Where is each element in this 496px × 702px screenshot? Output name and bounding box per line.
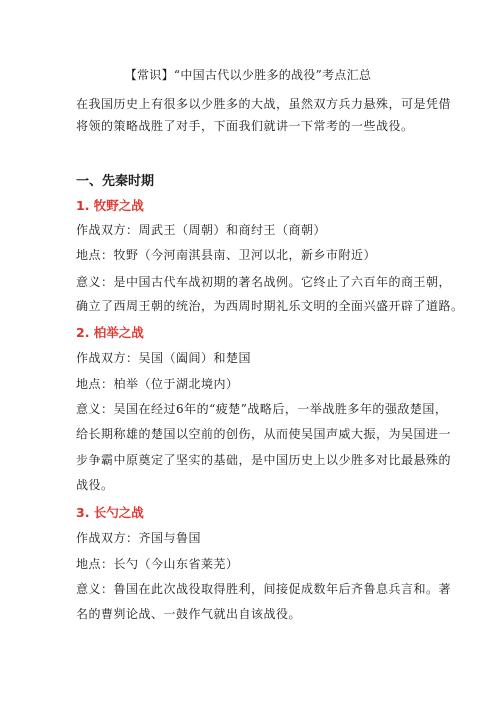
intro-line-2: 将领的策略战胜了对手，下面我们就讲一下常考的一些战役。 [76,119,414,133]
battle-heading: 2. 柏举之战 [76,325,144,340]
intro-line-1: 在我国历史上有很多以少胜多的大战，虽然双方兵力悬殊，可是凭借 [76,97,452,111]
battle-parties: 作战双方：周武王（周朝）和商纣王（商朝） [76,223,327,237]
battle-location: 地点：柏举（位于湖北境内） [76,377,239,391]
battle-meaning-line: 步争霸中原奠定了坚实的基础，是中国历史上以少胜多对比最悬殊的 [76,453,452,467]
battle-meaning-line: 意义：鲁国在此次战役取得胜利，间接促成数年后齐鲁息兵言和。著 [76,582,452,596]
battle-meaning-line: 给长期称雄的楚国以空前的创伤，从而使吴国声威大振，为吴国进一 [76,427,452,441]
battle-parties: 作战双方：吴国（阖闾）和楚国 [76,351,252,365]
battle-meaning-line: 意义：是中国古代车战初期的著名战例。它终止了六百年的商王朝， [76,275,452,289]
battle-meaning-line: 确立了西周王朝的统治，为西周时期礼乐文明的全面兴盛开辟了道路。 [76,299,464,313]
battle-parties: 作战双方：齐国与鲁国 [76,531,202,545]
battle-meaning-line: 战役。 [76,478,114,492]
battle-heading: 1. 牧野之战 [76,198,144,213]
section-heading: 一、先秦时期 [76,174,155,189]
battle-location: 地点：牧野（今河南淇县南、卫河以北，新乡市附近） [76,248,377,262]
battle-meaning-line: 意义：吴国在经过6年的“疲楚”战略后，一举战胜多年的强敌楚国， [76,402,448,416]
document-title: 【常识】“中国古代以少胜多的战役”考点汇总 [124,68,372,82]
battle-location: 地点：长勺（今山东省莱芜） [76,557,239,571]
battle-meaning-line: 名的曹刿论战、一鼓作气就出自该战役。 [76,607,302,621]
battle-heading: 3. 长勺之战 [76,505,144,520]
